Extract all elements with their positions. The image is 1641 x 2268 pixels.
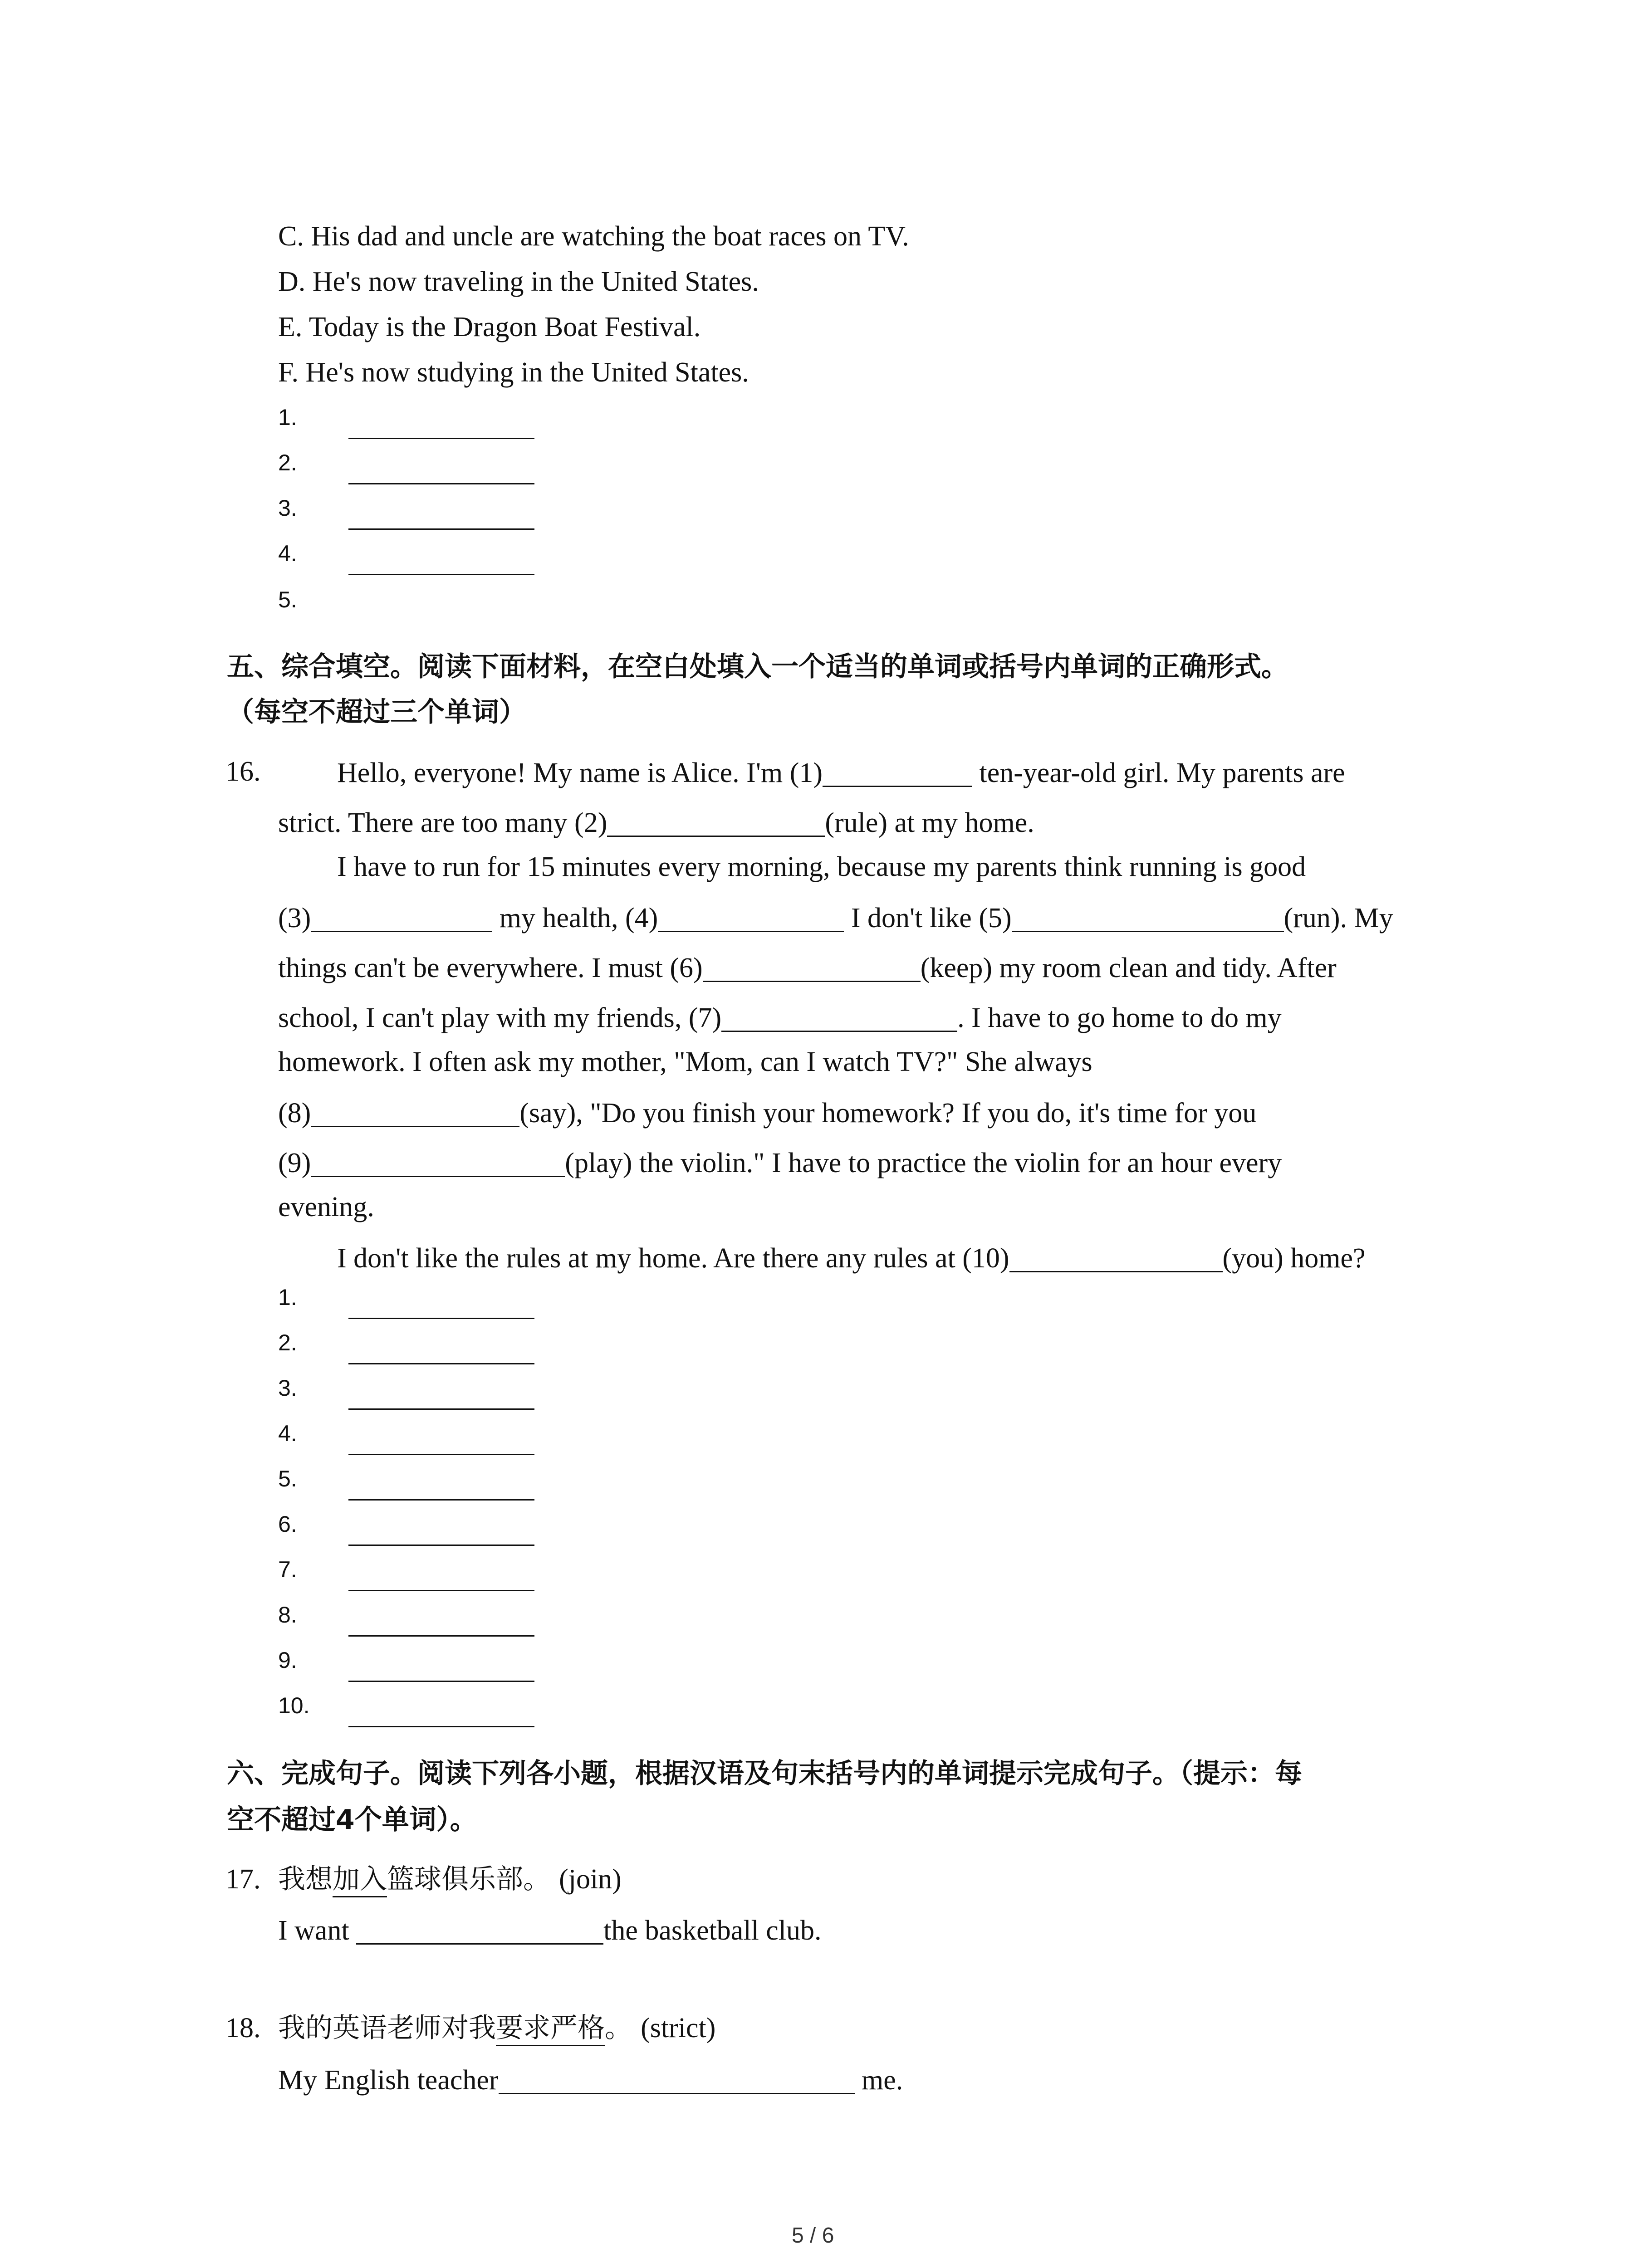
section5-heading-note: （每空不超过三个单词） — [227, 696, 526, 728]
passage-line: I don't like the rules at my home. Are there any rules at (10) (you) home? — [337, 1242, 1366, 1274]
fill-blank-10[interactable] — [1009, 1243, 1223, 1272]
answer-sentence: I want the basketball club. — [278, 1915, 822, 1946]
answer-sentence: My English teacher me. — [278, 2064, 903, 2096]
passage-line: (3) my health, (4) I don't like (5) (run). My — [278, 902, 1393, 934]
passage-line: things can't be everywhere. I must (6) (keep) my room clean and tidy. After — [278, 952, 1337, 983]
passage-line: strict. There are too many (2) (rule) at my home. — [278, 807, 1034, 838]
option-f: F. He's now studying in the United States. — [278, 357, 749, 388]
answer-blank[interactable] — [348, 1545, 534, 1546]
passage-line: I have to run for 15 minutes every morning, because my parents think running is good — [337, 851, 1306, 882]
answer-blank[interactable] — [348, 438, 534, 439]
fill-blank-2[interactable] — [607, 807, 825, 837]
fill-blank-3[interactable] — [311, 903, 492, 932]
fill-blank-9[interactable] — [311, 1148, 565, 1177]
chinese-prompt: 我的英语老师对我要求严格。 (strict) — [278, 2014, 715, 2042]
answer-blank[interactable] — [348, 1363, 534, 1364]
answer-label: 1. — [278, 1285, 297, 1310]
fill-blank-1[interactable] — [823, 758, 972, 787]
answer-blank[interactable] — [348, 1318, 534, 1319]
answer-label: 4. — [278, 541, 297, 566]
answer-label: 3. — [278, 1375, 297, 1401]
passage-line: homework. I often ask my mother, "Mom, can I watch TV?" She always — [278, 1046, 1092, 1077]
answer-blank[interactable] — [348, 1635, 534, 1637]
question-number: 18. — [225, 2013, 261, 2043]
question-number: 17. — [225, 1864, 261, 1895]
passage-line: Hello, everyone! My name is Alice. I'm (1) ten-year-old girl. My parents are — [337, 757, 1345, 788]
answer-label: 8. — [278, 1602, 297, 1628]
passage-line: school, I can't play with my friends, (7) . I have to go home to do my — [278, 1002, 1282, 1033]
section5-heading: 五、综合填空。阅读下面材料，在空白处填入一个适当的单词或括号内单词的正确形式。 — [227, 651, 1288, 683]
passage-line: (9) (play) the violin." I have to practice the violin for an hour every — [278, 1147, 1282, 1178]
fill-blank-6[interactable] — [703, 953, 921, 982]
passage-line: (8) (say), "Do you finish your homework? If you do, it's time for you — [278, 1097, 1257, 1129]
answer-label: 9. — [278, 1647, 297, 1673]
option-d: D. He's now traveling in the United States. — [278, 266, 759, 297]
answer-label: 6. — [278, 1511, 297, 1537]
answer-blank[interactable] — [348, 1408, 534, 1410]
section6-heading-note: 空不超过4个单词）。 — [227, 1804, 477, 1836]
answer-label: 10. — [278, 1693, 310, 1718]
section6-heading: 六、完成句子。阅读下列各小题，根据汉语及句末括号内的单词提示完成句子。（提示：每 — [227, 1758, 1302, 1789]
answer-blank[interactable] — [348, 1681, 534, 1682]
answer-blank[interactable] — [348, 528, 534, 530]
fill-blank-5[interactable] — [1012, 903, 1284, 932]
fill-blank-18[interactable] — [499, 2065, 855, 2094]
fill-blank-7[interactable] — [721, 1002, 957, 1032]
answer-label: 5. — [278, 587, 297, 612]
chinese-prompt: 我想加入篮球俱乐部。 (join) — [278, 1865, 622, 1893]
option-e: E. Today is the Dragon Boat Festival. — [278, 312, 701, 342]
answer-blank[interactable] — [348, 1454, 534, 1455]
fill-blank-17[interactable] — [356, 1915, 603, 1945]
option-c: C. His dad and uncle are watching the boat races on TV. — [278, 221, 909, 252]
underlined-key-term: 要求严格 — [496, 2012, 605, 2046]
word-hint: (strict) — [641, 2013, 716, 2043]
answer-label: 7. — [278, 1557, 297, 1582]
answer-blank[interactable] — [348, 574, 534, 575]
passage-line: evening. — [278, 1192, 374, 1222]
fill-blank-4[interactable] — [658, 903, 844, 932]
answer-label: 3. — [278, 495, 297, 521]
answer-blank[interactable] — [348, 1499, 534, 1501]
word-hint: (join) — [559, 1864, 622, 1895]
answer-blank[interactable] — [348, 483, 534, 484]
question-number: 16. — [225, 756, 261, 787]
page-number: 5 / 6 — [792, 2224, 834, 2248]
answer-blank[interactable] — [348, 1590, 534, 1591]
answer-label: 2. — [278, 1330, 297, 1355]
answer-blank[interactable] — [348, 1726, 534, 1727]
fill-blank-8[interactable] — [311, 1098, 519, 1127]
answer-label: 4. — [278, 1421, 297, 1446]
answer-label: 1. — [278, 405, 297, 430]
answer-label: 2. — [278, 450, 297, 475]
underlined-key-term: 加入 — [333, 1863, 387, 1897]
answer-label: 5. — [278, 1466, 297, 1491]
